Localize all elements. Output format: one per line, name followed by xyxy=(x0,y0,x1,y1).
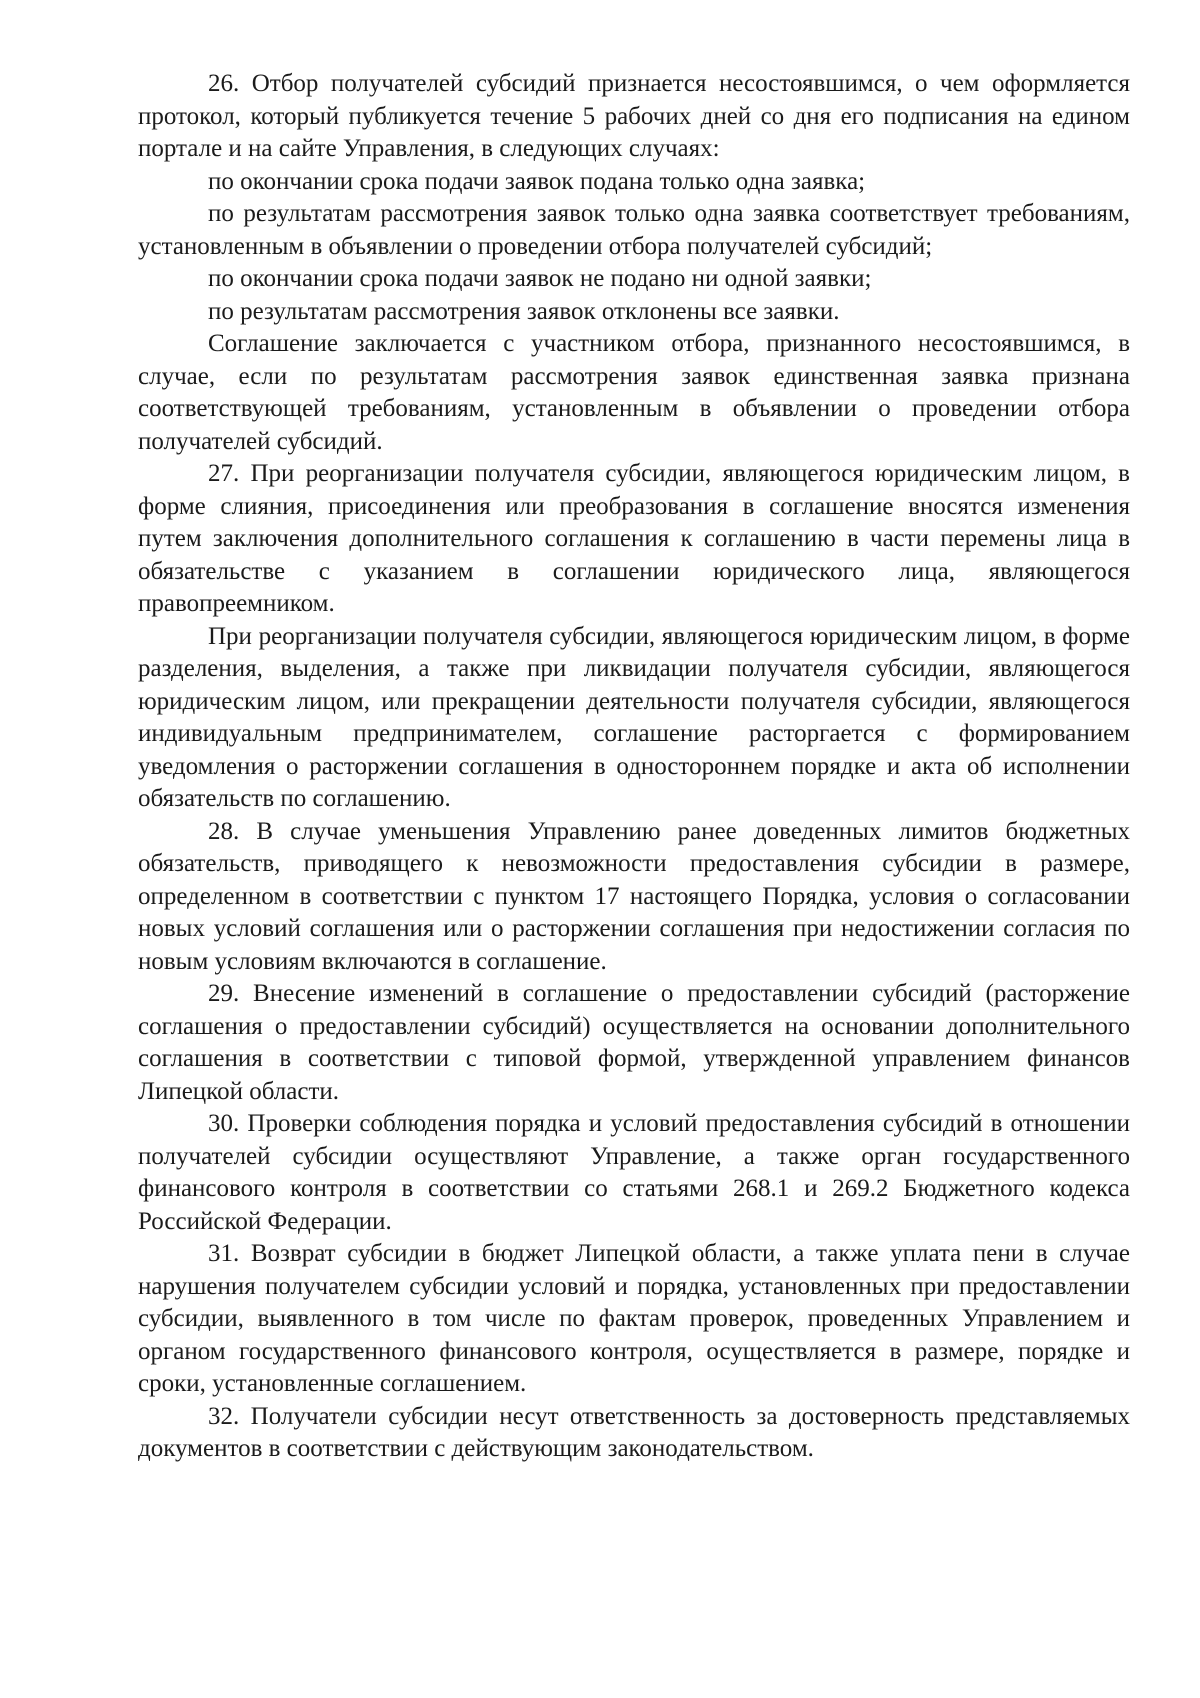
paragraph-31: 31. Возврат субсидии в бюджет Липецкой области, а также уплата пени в случае нарушения получателем субсидии условий и порядка, установленных при предоставлении субсидии, выявленного в том числе по фактам проверок, проведенных Управлением и органом государственного финансового контроля, осуществляется в размере, порядке и сроки, установленные соглашением. xyxy=(138,1240,1130,1397)
paragraph-27: 27. При реорганизации получателя субсидии, являющегося юридическим лицом, в форме слияния, присоединения или преобразования в соглашение вносятся изменения путем заключения дополнительного соглашения к соглашению в части перемены лица в обязательстве с указанием в соглашении юридического лица, являющегося правопреемником. xyxy=(138,460,1130,617)
paragraph-26-case-one-compliant: по результатам рассмотрения заявок только одна заявка соответствует требованиям, установленным в объявлении о проведении отбора получателей субсидий; xyxy=(138,200,1130,260)
document-body xyxy=(138,68,1130,1466)
paragraph-28: 28. В случае уменьшения Управлению ранее доведенных лимитов бюджетных обязательств, приводящего к невозможности предоставления субсидии в размере, определенном в соответствии с пунктом 17 настоящего Порядка, условия о согласовании новых условий соглашения или о расторжении соглашения при недостижении согласия по новым условиям включаются в соглашение. xyxy=(138,817,1130,975)
paragraph-26-case-no-applications: по окончании срока подачи заявок не подано ни одной заявки; xyxy=(208,265,872,292)
paragraph-30: 30. Проверки соблюдения порядка и условий предоставления субсидий в отношении получателей субсидии осуществляют Управление, а также орган государственного финансового контроля в соответствии со статьями 268.1 и 269.2 Бюджетного кодекса Российской Федерации. xyxy=(138,1110,1130,1235)
paragraph-26-case-one-application: по окончании срока подачи заявок подана только одна заявка; xyxy=(208,167,866,195)
paragraph-26-case-all-rejected: по результатам рассмотрения заявок отклонены все заявки. xyxy=(208,297,840,325)
paragraph-32: 32. Получатели субсидии несут ответственность за достоверность представляемых документов в соответствии с действующим законодательством. xyxy=(138,1402,1130,1462)
paragraph-27-termination: При реорганизации получателя субсидии, являющегося юридическим лицом, в форме разделения, выделения, а также при ликвидации получателя субсидии, являющегося юридическим лицом, или прекращении деятельности получателя субсидии, являющегося индивидуальным предпринимателем, соглашение расторгается с формированием уведомления о расторжении соглашения в одностороннем порядке и акта об исполнении обязательств по соглашению. xyxy=(138,622,1130,812)
paragraph-26-agreement: Соглашение заключается с участником отбора, признанного несостоявшимся, в случае, если по результатам рассмотрения заявок единственная заявка признана соответствующей требованиям, установленным в объявлении о проведении отбора получателей субсидий. xyxy=(138,330,1130,455)
paragraph-26: 26. Отбор получателей субсидий признается несостоявшимся, о чем оформляется протокол, который публикуется течение 5 рабочих дней со дня его подписания на едином портале и на сайте Управления, в следующих случаях: xyxy=(138,70,1130,162)
paragraph-29: 29. Внесение изменений в соглашение о предоставлении субсидий (расторжение соглашения о предоставлении субсидий) осуществляется на основании дополнительного соглашения в соответствии с типовой формой, утвержденной управлением финансов Липецкой области. xyxy=(138,980,1130,1105)
